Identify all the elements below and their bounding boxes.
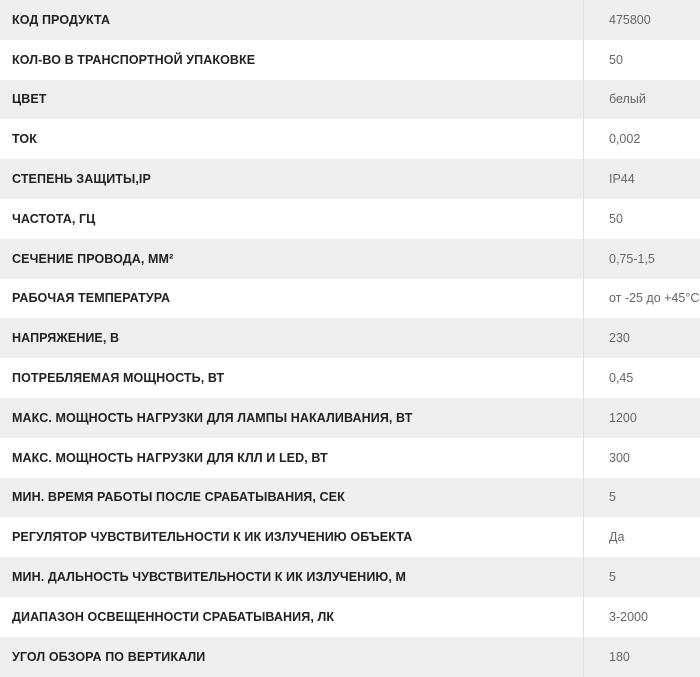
spec-row-ip-rating xyxy=(0,159,700,199)
spec-value: 3-2000 xyxy=(584,597,700,637)
spec-value: 50 xyxy=(584,199,700,239)
spec-row-frequency xyxy=(0,199,700,239)
spec-value: IP44 xyxy=(584,159,700,199)
spec-name: УГОЛ ОБЗОРА ПО ВЕРТИКАЛИ xyxy=(0,637,584,677)
spec-row-min-detection-range xyxy=(0,557,700,597)
spec-row-operating-temperature xyxy=(0,279,700,319)
spec-name: НАПРЯЖЕНИЕ, В xyxy=(0,318,584,358)
spec-name: ПОТРЕБЛЯЕМАЯ МОЩНОСТЬ, ВТ xyxy=(0,358,584,398)
spec-name: СТЕПЕНЬ ЗАЩИТЫ,IP xyxy=(0,159,584,199)
spec-row-illumination-range xyxy=(0,597,700,637)
spec-row-transport-pack-qty xyxy=(0,40,700,80)
spec-value: Да xyxy=(584,517,700,557)
spec-name: ЦВЕТ xyxy=(0,80,584,120)
spec-name: КОЛ-ВО В ТРАНСПОРТНОЙ УПАКОВКЕ xyxy=(0,40,584,80)
spec-name: ТОК xyxy=(0,119,584,159)
spec-name: МИН. ВРЕМЯ РАБОТЫ ПОСЛЕ СРАБАТЫВАНИЯ, СЕК xyxy=(0,478,584,518)
spec-name: СЕЧЕНИЕ ПРОВОДА, ММ² xyxy=(0,239,584,279)
spec-value: белый xyxy=(584,80,700,120)
spec-row-wire-section xyxy=(0,239,700,279)
spec-value: 230 xyxy=(584,318,700,358)
spec-name: МИН. ДАЛЬНОСТЬ ЧУВСТВИТЕЛЬНОСТИ К ИК ИЗЛУЧЕНИЮ, М xyxy=(0,557,584,597)
spec-name: РАБОЧАЯ ТЕМПЕРАТУРА xyxy=(0,279,584,319)
spec-value: 5 xyxy=(584,557,700,597)
spec-row-min-operation-time xyxy=(0,478,700,518)
spec-name: РЕГУЛЯТОР ЧУВСТВИТЕЛЬНОСТИ К ИК ИЗЛУЧЕНИЮ ОБЪЕКТА xyxy=(0,517,584,557)
spec-name: ЧАСТОТА, ГЦ xyxy=(0,199,584,239)
spec-value: 1200 xyxy=(584,398,700,438)
spec-row-product-code xyxy=(0,0,700,40)
spec-row-sensitivity-regulator xyxy=(0,517,700,557)
spec-value: 0,002 xyxy=(584,119,700,159)
spec-row-color xyxy=(0,80,700,120)
spec-row-vertical-view-angle xyxy=(0,637,700,677)
spec-value: 5 xyxy=(584,478,700,518)
spec-name: ДИАПАЗОН ОСВЕЩЕННОСТИ СРАБАТЫВАНИЯ, ЛК xyxy=(0,597,584,637)
spec-value: 0,45 xyxy=(584,358,700,398)
spec-value: 180 xyxy=(584,637,700,677)
spec-name: КОД ПРОДУКТА xyxy=(0,0,584,40)
spec-name: МАКС. МОЩНОСТЬ НАГРУЗКИ ДЛЯ ЛАМПЫ НАКАЛИВАНИЯ, ВТ xyxy=(0,398,584,438)
spec-row-power-consumption xyxy=(0,358,700,398)
spec-value: 50 xyxy=(584,40,700,80)
spec-row-max-load-cfl-led xyxy=(0,438,700,478)
spec-row-current xyxy=(0,119,700,159)
spec-value: 475800 xyxy=(584,0,700,40)
spec-value: 0,75-1,5 xyxy=(584,239,700,279)
spec-value: от -25 до +45°C xyxy=(584,279,700,319)
spec-value: 300 xyxy=(584,438,700,478)
spec-row-max-load-incandescent xyxy=(0,398,700,438)
spec-row-voltage xyxy=(0,318,700,358)
spec-name: МАКС. МОЩНОСТЬ НАГРУЗКИ ДЛЯ КЛЛ И LED, ВТ xyxy=(0,438,584,478)
